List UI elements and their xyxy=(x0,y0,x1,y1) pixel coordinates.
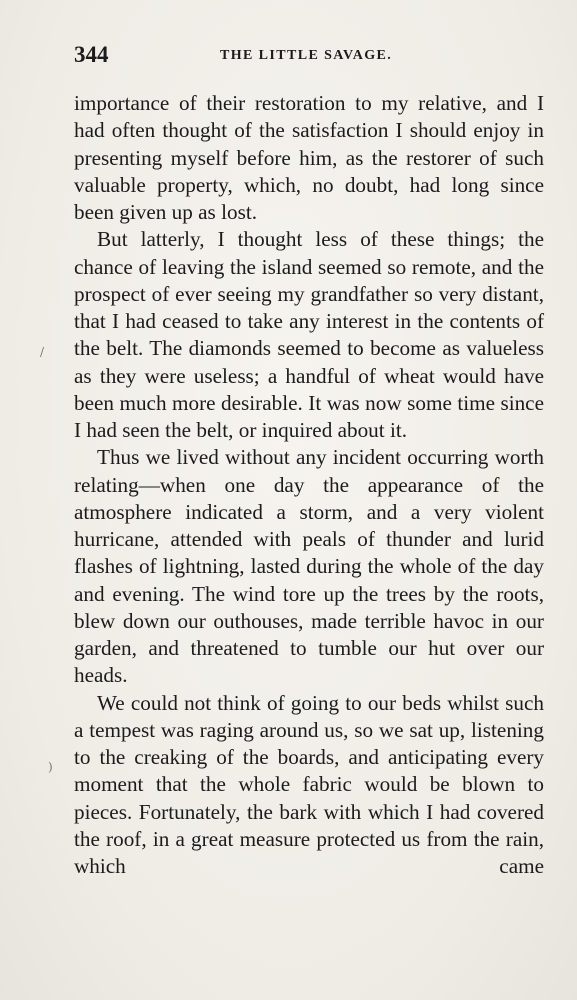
paragraph-4: We could not think of going to our beds whilst such a tempest was raging around us, so we sat up, listening to the creaking of the boards, and anticipating every moment that the whole fabric would be blown to pieces. Fortunately, the bark with which I had covered the roof, in a great measure protected us from the rain, which came xyxy=(74,690,544,878)
margin-mark: ) xyxy=(48,760,53,774)
running-title: THE LITTLE SAVAGE. xyxy=(220,48,393,63)
page-header xyxy=(74,40,546,70)
body-text xyxy=(74,90,544,880)
paragraph-3: Thus we lived without any incident occurring worth relating—when one day the appearance of the atmosphere indicated a storm, and a very violent hurricane, attended with peals of thunder and lurid flashes of lightning, lasted during the whole of the day and evening. The wind tore up the trees by the roots, blew down our outhouses, made terrible havoc in our garden, and threatened to tumble our hut over our heads. xyxy=(74,445,544,688)
margin-mark: / xyxy=(40,345,45,359)
paragraph-2: But latterly, I thought less of these things; the chance of leaving the island seemed so remote, and the prospect of ever seeing my grandfather so very distant, that I had ceased to take any interest in the contents of the belt. The diamonds seemed to become as valueless as they were useless; a handful of wheat would have been much more desirable. It was now some time since I had seen the belt, or inquired about it. xyxy=(74,227,544,442)
page-number: 344 xyxy=(74,42,109,67)
paragraph-1: importance of their restoration to my relative, and I had often thought of the satisfaction I should enjoy in presenting myself before him, as the restorer of such valuable property, which, no doubt, had long since been given up as lost. xyxy=(74,91,544,224)
